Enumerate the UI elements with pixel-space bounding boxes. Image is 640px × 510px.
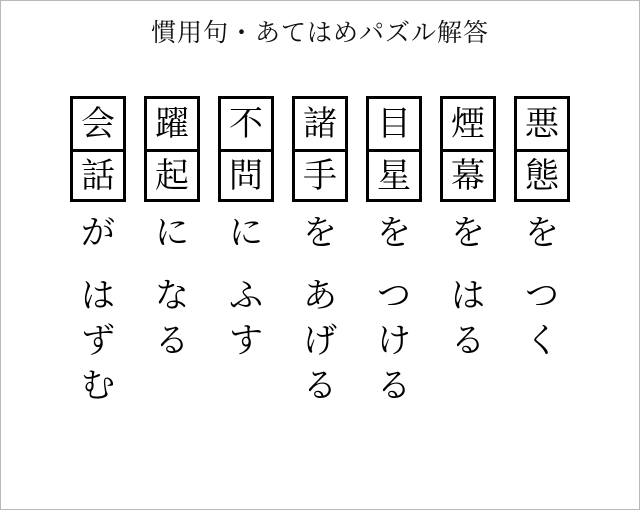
tail-char: す — [229, 320, 263, 361]
tail-char: を — [303, 212, 337, 253]
tail-char: は — [451, 275, 485, 316]
tail-char: げ — [303, 320, 337, 361]
answer-cell: 話 — [73, 149, 123, 199]
boxed-answer — [366, 96, 422, 202]
answer-cell: 目 — [377, 104, 411, 144]
phrase-column — [440, 96, 496, 363]
boxed-answer — [440, 96, 496, 202]
tail-char: つ — [377, 275, 411, 316]
tail-char: る — [377, 365, 411, 406]
phrase-column — [366, 96, 422, 408]
tail-char: に — [229, 212, 263, 253]
tail-char: つ — [525, 275, 559, 316]
answer-cell: 不 — [229, 104, 263, 144]
answer-cell: 悪 — [525, 104, 559, 144]
answer-cell: 幕 — [443, 149, 493, 199]
tail-char: あ — [303, 275, 337, 316]
phrase-tail — [451, 210, 485, 363]
phrase-column — [292, 96, 348, 408]
answer-cell: 躍 — [155, 104, 189, 144]
boxed-answer — [292, 96, 348, 202]
boxed-answer — [70, 96, 126, 202]
tail-char: な — [155, 275, 189, 316]
tail-char: け — [377, 320, 411, 361]
tail-char: を — [377, 212, 411, 253]
tail-char: を — [525, 212, 559, 253]
tail-char: る — [303, 365, 337, 406]
answer-cell: 起 — [147, 149, 197, 199]
tail-char: む — [81, 365, 115, 406]
boxed-answer — [218, 96, 274, 202]
boxed-answer — [514, 96, 570, 202]
phrase-column — [144, 96, 200, 363]
tail-char: る — [451, 320, 485, 361]
phrase-tail — [229, 210, 263, 363]
tail-char: ふ — [229, 275, 263, 316]
phrase-tail — [525, 210, 559, 363]
phrase-tail — [377, 210, 411, 408]
answer-cell: 煙 — [451, 104, 485, 144]
answer-cell: 諸 — [303, 104, 337, 144]
tail-char: ず — [81, 320, 115, 361]
tail-char: が — [81, 212, 115, 253]
page-title: 慣用句・あてはめパズル解答 — [150, 18, 489, 47]
tail-char: を — [451, 212, 485, 253]
phrase-columns — [1, 96, 639, 496]
boxed-answer — [144, 96, 200, 202]
phrase-tail — [155, 210, 189, 363]
tail-char: は — [81, 275, 115, 316]
answer-cell: 会 — [81, 104, 115, 144]
answer-cell: 問 — [221, 149, 271, 199]
tail-char: に — [155, 212, 189, 253]
answer-cell: 星 — [369, 149, 419, 199]
tail-char: る — [155, 320, 189, 361]
phrase-column — [70, 96, 126, 408]
phrase-column — [218, 96, 274, 363]
phrase-tail — [303, 210, 337, 408]
answer-cell: 手 — [295, 149, 345, 199]
phrase-tail — [81, 210, 115, 408]
answer-cell: 態 — [517, 149, 567, 199]
tail-char: く — [525, 320, 559, 361]
phrase-column — [514, 96, 570, 363]
